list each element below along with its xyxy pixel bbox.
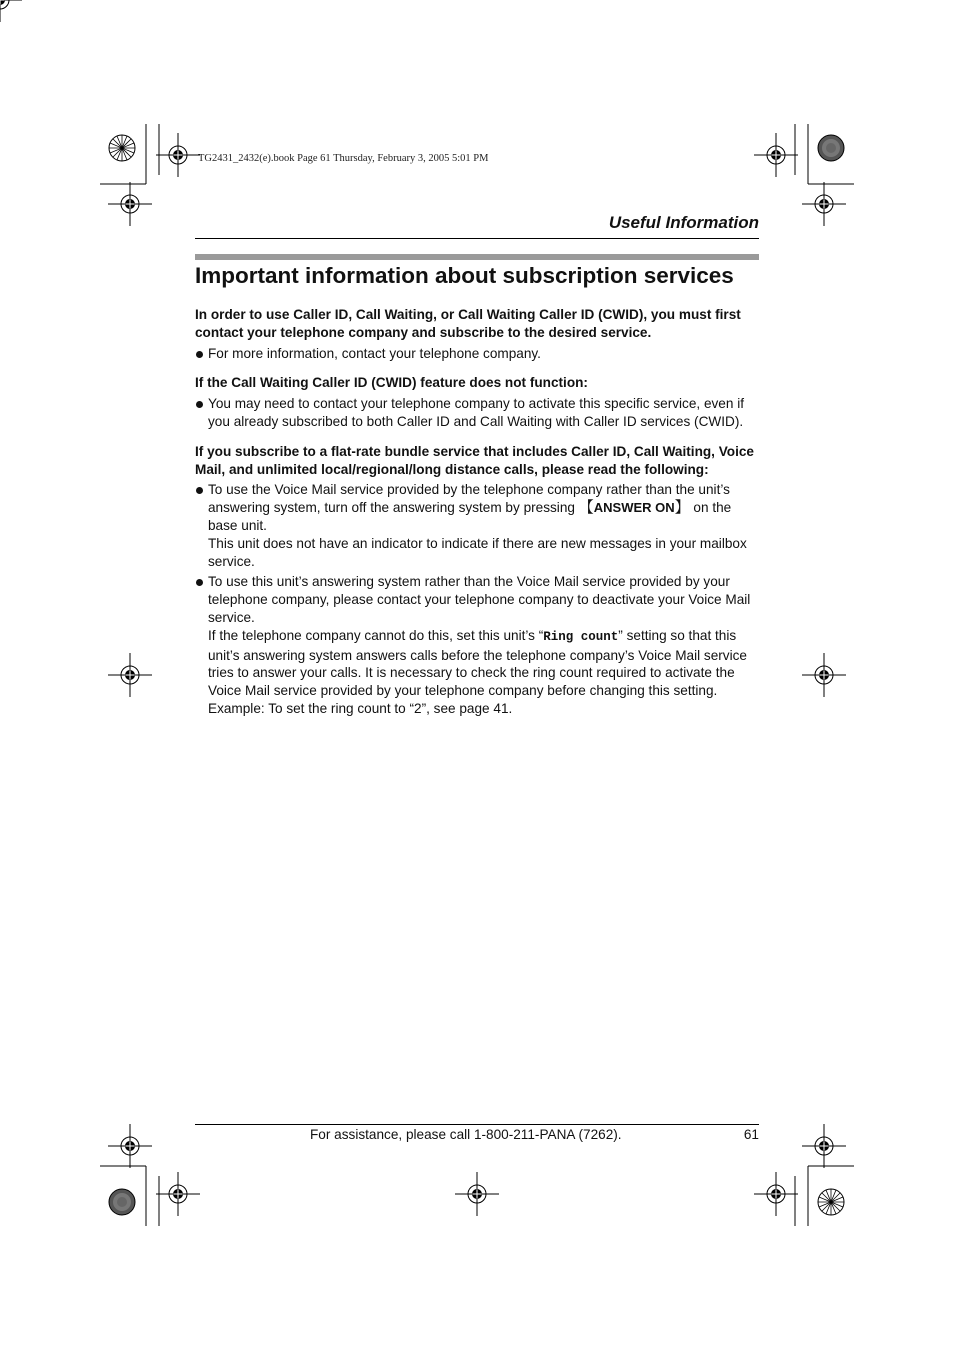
print-slug: TG2431_2432(e).book Page 61 Thursday, February 3, 2005 5:01 PM	[198, 153, 489, 164]
footer-assistance: For assistance, please call 1-800-211-PANA (7262).	[310, 1127, 622, 1142]
starburst-mark-icon	[109, 135, 135, 161]
bullet-icon	[196, 579, 203, 586]
cwid-heading: If the Call Waiting Caller ID (CWID) feature does not function:	[195, 375, 588, 391]
bundle-bullet1-text: To use the Voice Mail service provided by the telephone company rather than the unit’s answering system, turn off the answering system by pressing	[208, 482, 730, 516]
answer-on-key-label: ANSWER ON	[593, 500, 675, 516]
registration-target-icon	[108, 182, 152, 226]
ring-count-setting: Ring count	[543, 629, 619, 644]
registration-target-icon	[156, 133, 200, 177]
registration-target-icon	[156, 1172, 200, 1216]
list-item	[195, 345, 761, 363]
page-title: Important information about subscription services	[195, 263, 734, 288]
registration-target-icon	[754, 133, 798, 177]
intro-heading: In order to use Caller ID, Call Waiting, or Call Waiting Caller ID (CWID), you must first contact your telephone company and subscribe to the desired service.	[195, 307, 741, 340]
intro-bullet-text: For more information, contact your telephone company.	[208, 345, 541, 361]
section-title: Useful Information	[608, 213, 759, 232]
title-rule	[195, 254, 759, 260]
bullet-icon	[196, 401, 203, 408]
halftone-disc-icon	[109, 1189, 135, 1215]
bundle-bullet2-example: Example: To set the ring count to “2”, see page 41.	[208, 700, 513, 716]
registration-target-icon	[108, 653, 152, 697]
page-body	[195, 306, 761, 718]
registration-target-icon	[108, 1124, 152, 1168]
starburst-mark-icon	[818, 1189, 844, 1215]
registration-target-icon	[802, 653, 846, 697]
bullet-icon	[196, 487, 203, 494]
list-item	[195, 573, 761, 717]
bundle-bullet2-note-end: ” setting so that this unit’s answering system answers calls before the telephone company’s Voice Mail service tries to answer your calls. It is necessary to check the ring count required to activate the Voice Mail service provided by your telephone company before changing this setting.	[208, 627, 747, 699]
list-item	[195, 481, 761, 570]
registration-target-icon	[754, 1172, 798, 1216]
halftone-disc-icon	[818, 135, 844, 161]
bundle-bullet1-note: This unit does not have an indicator to indicate if there are new messages in your mailbox service.	[208, 535, 747, 569]
footer-rule	[195, 1124, 759, 1125]
key-bracket-open: 【	[578, 499, 594, 517]
bullet-icon	[196, 351, 203, 358]
key-bracket-close: 】	[674, 499, 690, 517]
bundle-heading: If you subscribe to a flat-rate bundle service that includes Caller ID, Call Waiting, Voice Mail, and unlimited local/regional/long distance calls, please read the following:	[195, 443, 754, 477]
registration-target-icon	[802, 182, 846, 226]
registration-target-icon	[455, 1172, 499, 1216]
page-number: 61	[743, 1127, 759, 1142]
list-item	[195, 395, 761, 431]
registration-target-icon	[0, 0, 22, 22]
bundle-bullet2-text: To use this unit’s answering system rather than the Voice Mail service provided by your telephone company, please contact your telephone company to deactivate your Voice Mail service.	[208, 574, 751, 625]
header-rule	[195, 238, 759, 239]
registration-target-icon	[802, 1124, 846, 1168]
bundle-bullet2-note: If the telephone company cannot do this, set this unit’s “	[208, 627, 544, 643]
bundle-bullet1-text-end: on the base unit.	[208, 500, 732, 533]
cwid-bullet-text: You may need to contact your telephone company to activate this specific service, even if you already subscribed to both Caller ID and Call Waiting with Caller ID services (CWID).	[208, 396, 744, 429]
